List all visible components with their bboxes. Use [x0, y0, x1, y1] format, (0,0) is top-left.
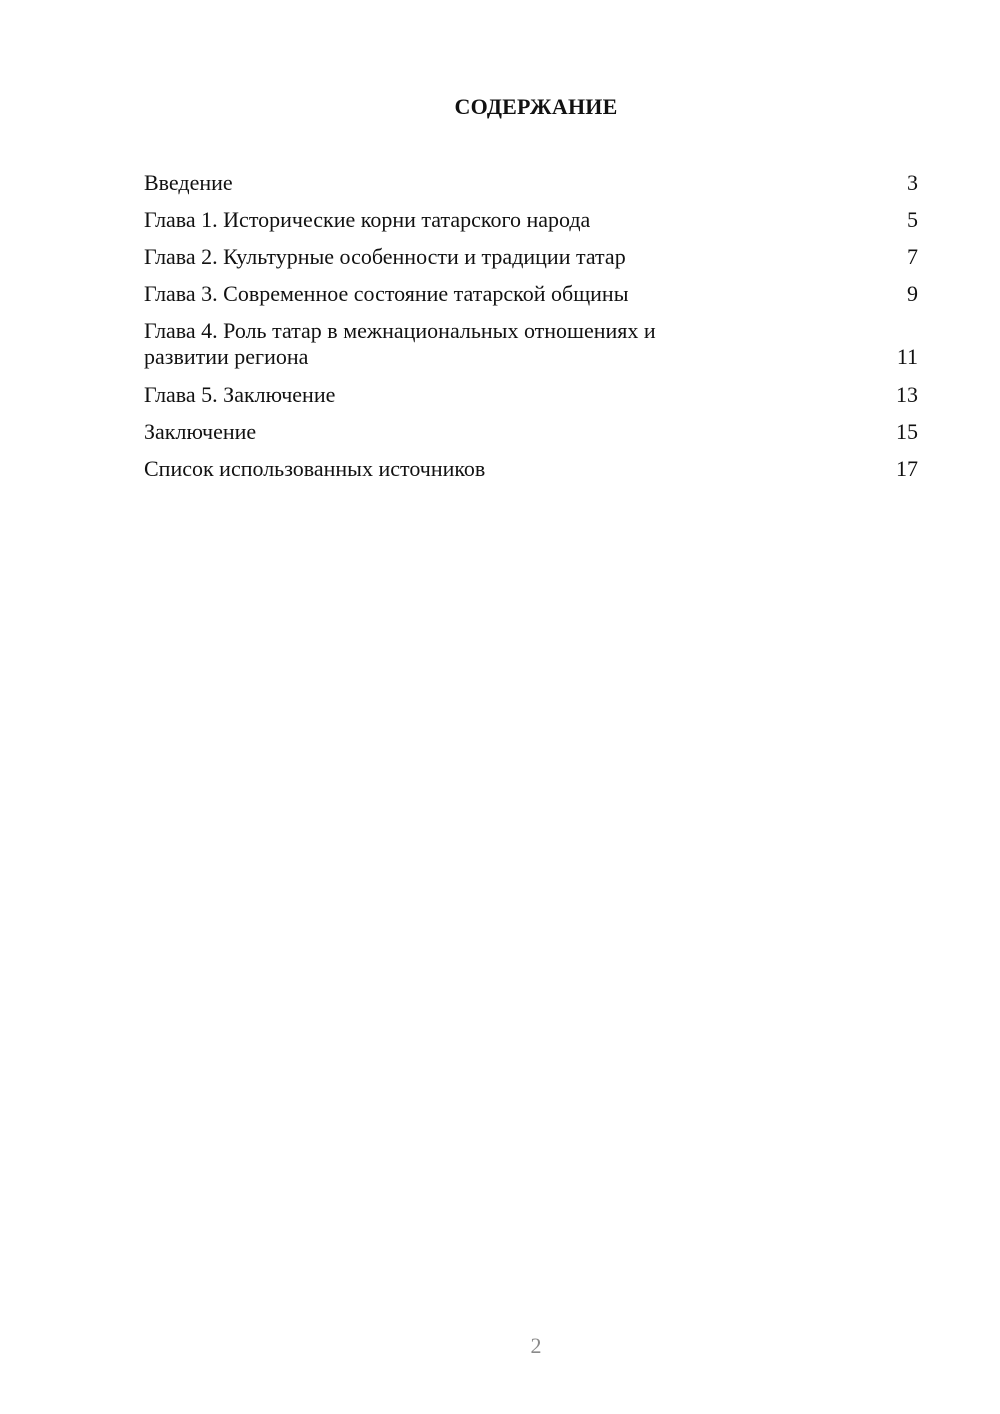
toc-entry-chapter-5	[144, 382, 918, 408]
toc-entry-chapter-4	[144, 318, 918, 370]
toc-entry-label: Глава 1. Исторические корни татарского народа	[144, 207, 591, 232]
toc-entry-label: Глава 4. Роль татар в межнациональных отношениях и развитии региона	[144, 318, 656, 369]
toc-entry-page: 3	[907, 170, 918, 195]
toc-entry-page: 5	[907, 207, 918, 232]
toc-entry-page: 13	[896, 382, 918, 407]
toc-title: СОДЕРЖАНИЕ	[454, 94, 618, 119]
toc-entry-page: 9	[907, 281, 918, 306]
toc-entry-conclusion	[144, 419, 918, 445]
toc-entry-label: Заключение	[144, 419, 257, 444]
toc-entry-page: 15	[896, 419, 918, 444]
page-number: 2	[530, 1333, 542, 1358]
toc-entry-page: 7	[907, 244, 918, 269]
toc-entry-references	[144, 456, 918, 482]
toc-entry-label: Глава 3. Современное состояние татарской общины	[144, 281, 629, 306]
toc-entry-label: Глава 5. Заключение	[144, 382, 336, 407]
toc-entry-label: Введение	[144, 170, 233, 195]
toc-entry-chapter-2	[144, 244, 918, 270]
toc-entry-introduction	[144, 170, 918, 196]
table-of-contents	[144, 170, 918, 482]
toc-entry-chapter-1	[144, 207, 918, 233]
toc-entry-chapter-3	[144, 281, 918, 307]
toc-entry-label: Глава 2. Культурные особенности и традиции татар	[144, 244, 626, 269]
toc-entry-page: 11	[896, 344, 918, 369]
toc-entry-label: Список использованных источников	[144, 456, 486, 481]
toc-entry-page: 17	[896, 456, 918, 481]
